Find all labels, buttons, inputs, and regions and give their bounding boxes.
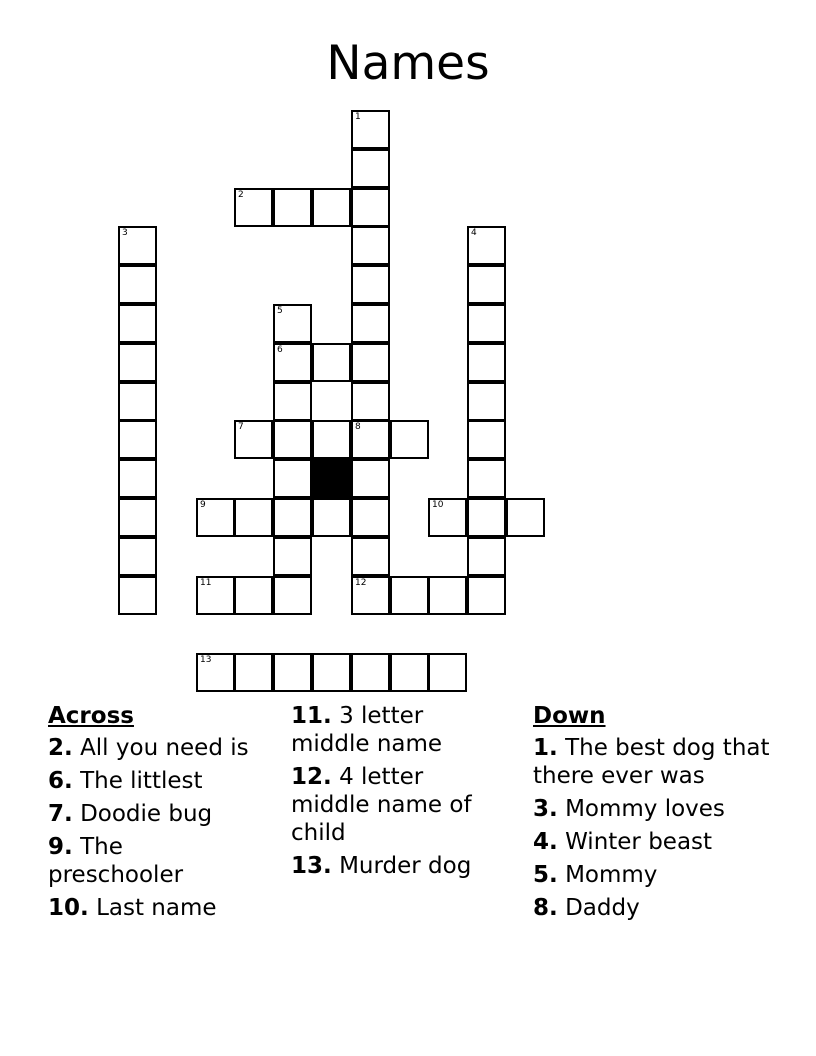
grid-cell[interactable] (118, 226, 157, 265)
cell-number: 6 (277, 345, 283, 355)
clue-item (48, 894, 258, 922)
clue-item (533, 894, 773, 922)
grid-cell[interactable] (118, 343, 157, 382)
grid-cell[interactable] (351, 537, 390, 576)
across-clues-column-2 (291, 702, 506, 885)
grid-cell[interactable] (351, 576, 390, 615)
cell-number: 10 (432, 500, 444, 510)
grid-cell[interactable] (390, 576, 429, 615)
grid-cell[interactable] (196, 653, 235, 692)
clue-number: 12. (291, 764, 332, 790)
clue-text: Doodie bug (80, 801, 213, 827)
cell-number: 3 (122, 228, 128, 238)
puzzle-title: Names (326, 36, 490, 91)
clue-item (291, 763, 506, 847)
grid-cell[interactable] (273, 653, 312, 692)
grid-cell[interactable] (351, 459, 390, 498)
grid-cell[interactable] (234, 576, 273, 615)
grid-cell[interactable] (467, 498, 506, 537)
clue-item (48, 734, 258, 762)
clue-item (48, 800, 258, 828)
grid-cell[interactable] (234, 498, 273, 537)
grid-cell[interactable] (467, 459, 506, 498)
cell-number: 7 (238, 422, 244, 432)
down-heading: Down (533, 703, 606, 729)
clue-number: 3. (533, 796, 558, 822)
cell-number: 2 (238, 190, 244, 200)
grid-cell[interactable] (312, 653, 351, 692)
clue-number: 5. (533, 862, 558, 888)
grid-cell[interactable] (273, 188, 312, 227)
clue-item (533, 828, 773, 856)
clue-text: Winter beast (565, 829, 713, 855)
clue-text: Mommy (565, 862, 658, 888)
grid-cell[interactable] (118, 420, 157, 459)
cell-number: 13 (200, 655, 212, 665)
across-clues-column-1 (48, 702, 258, 927)
down-clues-column (533, 702, 773, 927)
clue-number: 13. (291, 853, 332, 879)
grid-cell[interactable] (312, 420, 351, 459)
grid-cell[interactable] (273, 498, 312, 537)
clue-number: 11. (291, 703, 332, 729)
grid-cell[interactable] (467, 537, 506, 576)
grid-cell[interactable] (273, 576, 312, 615)
clue-number: 2. (48, 735, 73, 761)
black-cell (312, 459, 351, 498)
clue-item (533, 861, 773, 889)
grid-cell[interactable] (118, 265, 157, 304)
clue-item (291, 702, 506, 758)
cell-number: 5 (277, 306, 283, 316)
grid-cell[interactable] (428, 653, 467, 692)
clue-number: 9. (48, 834, 73, 860)
grid-cell[interactable] (428, 498, 467, 537)
grid-cell[interactable] (351, 226, 390, 265)
grid-cell[interactable] (273, 382, 312, 421)
grid-cell[interactable] (118, 537, 157, 576)
grid-cell[interactable] (234, 653, 273, 692)
clue-number: 6. (48, 768, 73, 794)
clue-text: 3 letter middle name (291, 703, 443, 757)
grid-cell[interactable] (351, 265, 390, 304)
clue-number: 4. (533, 829, 558, 855)
clue-number: 8. (533, 895, 558, 921)
grid-cell[interactable] (506, 498, 545, 537)
grid-cell[interactable] (467, 304, 506, 343)
clue-text: Murder dog (339, 853, 472, 879)
grid-cell[interactable] (234, 188, 273, 227)
grid-cell[interactable] (118, 576, 157, 615)
grid-cell[interactable] (118, 498, 157, 537)
grid-cell[interactable] (467, 420, 506, 459)
clue-item (533, 734, 773, 790)
clue-item (291, 852, 506, 880)
grid-cell[interactable] (273, 304, 312, 343)
grid-cell[interactable] (428, 576, 467, 615)
grid-cell[interactable] (351, 653, 390, 692)
clue-text: The preschooler (48, 834, 184, 888)
grid-cell[interactable] (118, 459, 157, 498)
grid-cell[interactable] (467, 343, 506, 382)
cell-number: 8 (355, 422, 361, 432)
grid-cell[interactable] (273, 537, 312, 576)
clue-number: 1. (533, 735, 558, 761)
clue-item (533, 795, 773, 823)
grid-cell[interactable] (312, 498, 351, 537)
grid-cell[interactable] (196, 576, 235, 615)
grid-cell[interactable] (118, 304, 157, 343)
grid-cell[interactable] (312, 343, 351, 382)
grid-cell[interactable] (467, 576, 506, 615)
clue-number: 10. (48, 895, 89, 921)
grid-cell[interactable] (351, 149, 390, 188)
grid-cell[interactable] (312, 188, 351, 227)
clue-text: The littlest (80, 768, 203, 794)
grid-cell[interactable] (351, 304, 390, 343)
grid-cell[interactable] (234, 420, 273, 459)
cell-number: 1 (355, 112, 361, 122)
clue-text: Daddy (565, 895, 640, 921)
grid-cell[interactable] (351, 110, 390, 149)
grid-cell[interactable] (273, 343, 312, 382)
cell-number: 9 (200, 500, 206, 510)
grid-cell[interactable] (118, 382, 157, 421)
clue-item (48, 767, 258, 795)
clue-item (48, 833, 258, 889)
grid-cell[interactable] (390, 653, 429, 692)
grid-cell[interactable] (351, 188, 390, 227)
grid-cell[interactable] (273, 420, 312, 459)
clue-text: Last name (96, 895, 217, 921)
grid-cell[interactable] (351, 420, 390, 459)
cell-number: 12 (355, 578, 367, 588)
grid-cell[interactable] (351, 343, 390, 382)
grid-cell[interactable] (351, 498, 390, 537)
clue-text: 4 letter middle name of child (291, 764, 472, 846)
grid-cell[interactable] (196, 498, 235, 537)
grid-cell[interactable] (273, 459, 312, 498)
grid-cell[interactable] (390, 420, 429, 459)
clue-number: 7. (48, 801, 73, 827)
clue-text: All you need is (80, 735, 249, 761)
clue-text: The best dog that there ever was (533, 735, 770, 789)
grid-cell[interactable] (467, 265, 506, 304)
clue-text: Mommy loves (565, 796, 725, 822)
grid-cell[interactable] (467, 226, 506, 265)
across-heading: Across (48, 703, 134, 729)
grid-cell[interactable] (351, 382, 390, 421)
cell-number: 11 (200, 578, 212, 588)
grid-cell[interactable] (467, 382, 506, 421)
cell-number: 4 (471, 228, 477, 238)
